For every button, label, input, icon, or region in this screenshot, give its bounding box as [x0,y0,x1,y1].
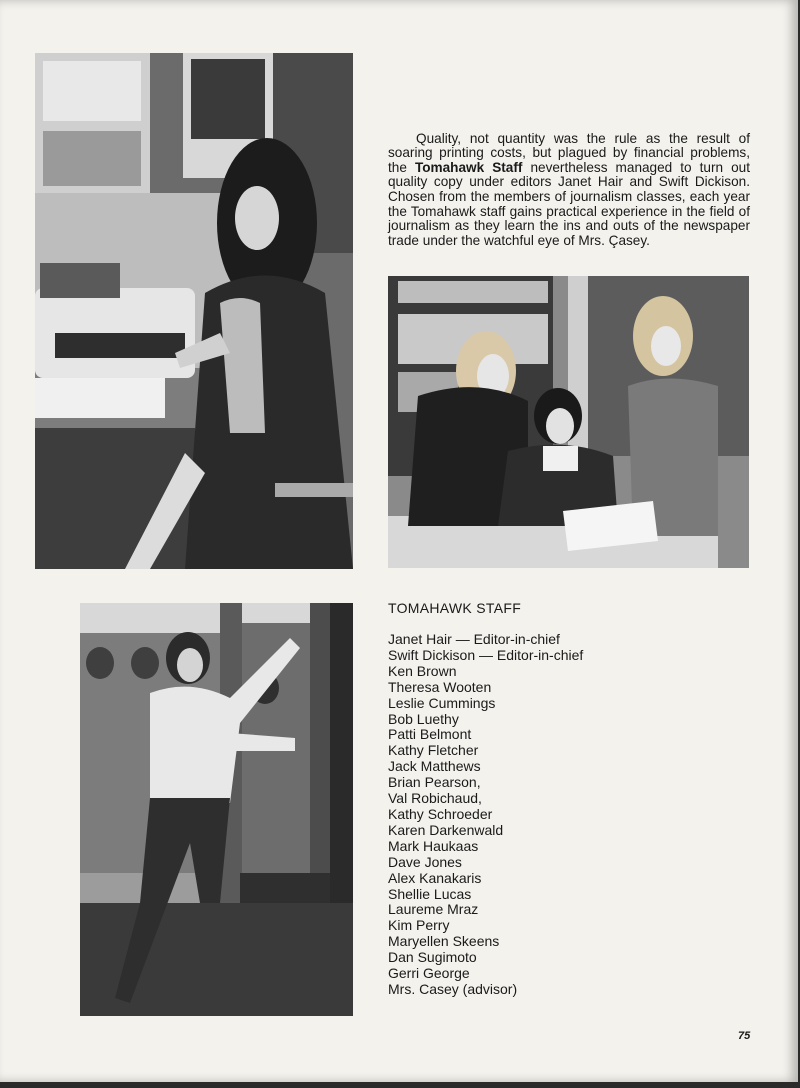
intro-text-end: nevertheless managed to turn out quality copy under editors Janet Hair and Swift Dickison. Chosen from the members of journalism classes, each year the Tomahawk staff gains practical experience in the field of journalism as they learn the ins and outs of the newspaper trade under the watchful eye of Mrs. Çasey. [388,159,750,248]
staff-member: Kathy Schroeder [388,805,493,822]
page-number: 75 [738,1030,751,1042]
staff-member: Shellie Lucas [388,885,472,902]
staff-member: Gerri George [388,965,470,982]
staff-member: Val Robichaud, [388,790,482,807]
staff-member: Karen Darkenwald [388,821,504,838]
staff-member: Bob Luethy [388,710,459,727]
photo-students-newspaper [388,276,749,568]
intro-text-start: Quality, not quantity was the rule as the result of soaring printing costs, but plagued by financial problems, the [388,130,750,175]
staff-member: Theresa Wooten [388,678,492,695]
staff-member: Patti Belmont [388,726,472,743]
staff-member: Laureme Mraz [388,901,479,918]
staff-member: Janet Hair — Editor-in-chief [388,631,560,647]
staff-member: Alex Kanakaris [388,869,482,886]
staff-member: Brian Pearson, [388,774,481,791]
intro-text-bold: Tomahawk Staff [414,159,523,175]
staff-member: Ken Brown [388,662,457,679]
staff-member: Swift Dickison — Editor-in-chief [388,646,584,663]
photo-student-typing [35,53,353,569]
intro-paragraph [388,132,750,249]
staff-list [388,632,748,998]
staff-member: Mark Haukaas [388,837,479,854]
staff-member: Kathy Fletcher [388,742,479,759]
staff-member: Dan Sugimoto [388,949,477,966]
staff-heading: TOMAHAWK STAFF [388,600,522,616]
staff-member: Dave Jones [388,853,462,870]
photo-student-doorway [80,603,353,1016]
staff-member: Maryellen Skeens [388,933,500,950]
staff-member: Mrs. Casey (advisor) [388,980,518,997]
staff-member: Kim Perry [388,917,450,934]
staff-member: Jack Matthews [388,758,481,775]
staff-member: Leslie Cummings [388,694,496,711]
